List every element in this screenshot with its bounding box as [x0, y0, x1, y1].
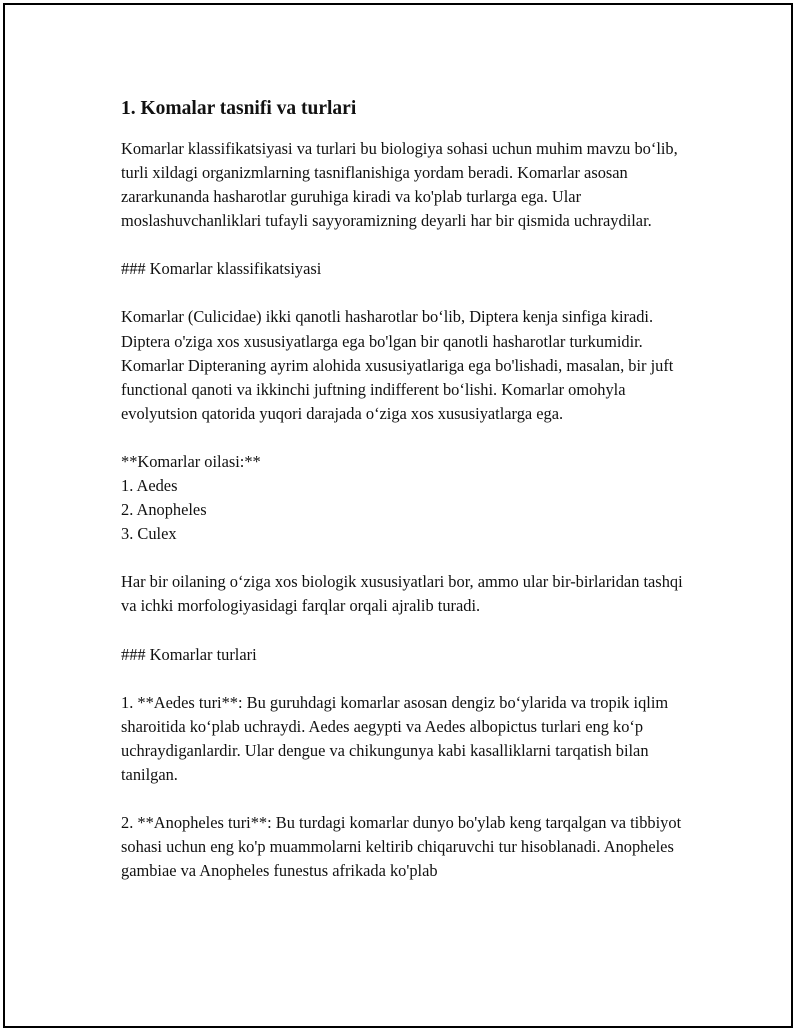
family-item-anopheles: 2. Anopheles [121, 500, 207, 520]
document-content [121, 95, 696, 907]
family-heading: **Komarlar oilasi:** [121, 451, 261, 471]
document-page [3, 3, 793, 1028]
classification-heading: ### Komarlar klassifikatsiyasi [121, 259, 322, 279]
family-list-block [121, 450, 696, 546]
intro-paragraph: Komarlar klassifikatsiyasi va turlari bu biologiya sohasi uchun muhim mavzu bo‘lib, turli xildagi organizmlarning tasniflanishiga yordam beradi. Komarlar asosan zararkunanda hasharotlar guruhiga kiradi va ko'plab turlarga ega. Ular moslashuvchanliklari tufayli sayyoramizning deyarli har bir qismida uchraydilar. [121, 139, 678, 231]
type-anopheles-paragraph: 2. **Anopheles turi**: Bu turdagi komarlar dunyo bo'ylab keng tarqalgan va tibbiyot sohasi uchun eng ko'p muammolarni keltirib chiqaruvchi tur hisoblanadi. Anopheles gambiae va Anopheles funestus afrikada ko'plab [121, 812, 682, 881]
type-aedes-paragraph: 1. **Aedes turi**: Bu guruhdagi komarlar asosan dengiz bo‘ylarida va tropik iqlim sharoitida ko‘plab uchraydi. Aedes aegypti va Aedes albopictus turlari eng ko‘p uchraydiganlardir. Ular dengue va chikungunya kabi kasalliklarni tarqatish bilan tanilgan. [121, 692, 669, 784]
family-item-culex: 3. Culex [121, 524, 177, 544]
classification-paragraph: Komarlar (Culicidae) ikki qanotli hasharotlar bo‘lib, Diptera kenja sinfiga kiradi. Diptera o'ziga xos xususiyatlarga ega bo'lgan bir qanotli hasharotlar turkumidir. Komarlar Dipteraning ayrim alohida xususiyatlariga ega bo'lishadi, masalan, bir juft functional qanoti va ikkinchi juftning indifferent bo‘lishi. Komarlar omohyla evolyutsion qatorida yuqori darajada o‘ziga xos xususiyatlarga ega. [121, 307, 674, 423]
types-heading: ### Komarlar turlari [121, 644, 257, 664]
family-paragraph: Har bir oilaning o‘ziga xos biologik xususiyatlari bor, ammo ular bir-birlaridan tashqi va ichki morfologiyasidagi farqlar orqali ajralib turadi. [121, 572, 683, 616]
document-title: 1. Komalar tasnifi va turlari [121, 98, 357, 119]
family-item-aedes: 1. Aedes [121, 476, 178, 496]
